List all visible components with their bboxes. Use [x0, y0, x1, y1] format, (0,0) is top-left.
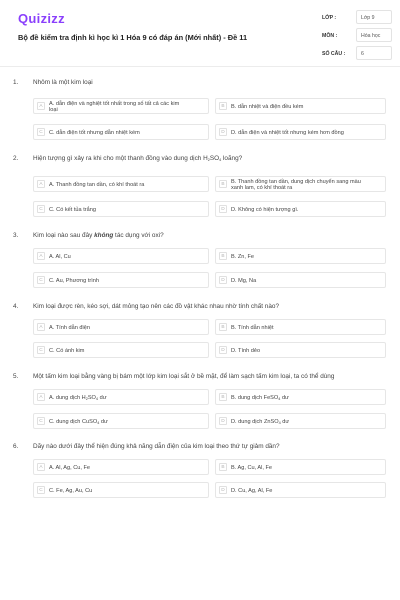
option-letter: A	[37, 323, 45, 331]
option-text: A. dung dịch $H_2SO_4$ dư	[49, 394, 107, 401]
option-letter: C	[37, 417, 45, 425]
option-letter: B	[219, 252, 227, 260]
option-letter: C	[37, 346, 45, 354]
question-number: 5.	[13, 373, 19, 380]
option-letter: B	[219, 323, 227, 331]
option-letter: A	[37, 393, 45, 401]
question-text: Kim loại được rèn, kéo sợi, dát mỏng tạo nên các đồ vật khác nhau nhờ tính chất nào?	[33, 303, 279, 310]
question-text: Dãy nào dưới đây thể hiện đúng khả năng dẫn điện của kim loại theo thứ tự giảm dần?	[33, 443, 280, 450]
question-number: 2.	[13, 155, 19, 162]
option-5d[interactable]	[215, 413, 386, 429]
option-text: B. dẫn nhiệt và điện đều kém	[231, 103, 304, 110]
question-text: Hiện tượng gì xảy ra khi cho một thanh đồng vào dung dịch $H_2SO_4$ loãng?	[33, 155, 243, 162]
meta-value: Lớp 9	[356, 10, 392, 24]
option-4d[interactable]	[215, 342, 386, 358]
option-text: C. dẫn điện tốt nhưng dẫn nhiệt kém	[49, 129, 140, 136]
question-number: 6.	[13, 443, 19, 450]
option-text: A. dẫn điện và nghiệt tốt nhất trong số tất cả các kim loại	[49, 100, 180, 114]
question-number: 3.	[13, 232, 19, 239]
option-3c[interactable]	[33, 272, 209, 288]
option-text: D. Cu, Ag, Al, Fe	[231, 487, 273, 494]
option-letter: C	[37, 486, 45, 494]
option-2b[interactable]	[215, 176, 386, 192]
option-5a[interactable]	[33, 389, 209, 405]
option-letter: A	[37, 102, 45, 110]
option-letter: B	[219, 393, 227, 401]
option-4a[interactable]	[33, 319, 209, 335]
option-letter: D	[219, 276, 227, 284]
question-number: 1.	[13, 79, 19, 86]
option-2a[interactable]	[33, 176, 209, 192]
option-letter: A	[37, 180, 45, 188]
question-text: Một tấm kim loại bằng vàng bị bám một lớp kim loại sắt ở bề mặt, để làm sạch tấm kim loại, ta có thể dùng	[33, 373, 335, 380]
option-6c[interactable]	[33, 482, 209, 498]
option-text: D. Tính dẻo	[231, 347, 261, 354]
option-letter: C	[37, 128, 45, 136]
option-1d[interactable]	[215, 124, 386, 140]
option-text: A. Tính dẫn điện	[49, 324, 90, 331]
option-text: D. Mg, Na	[231, 277, 257, 284]
option-letter: B	[219, 102, 227, 110]
question-text: Kim loại nào sau đây không tác dụng với oxi?	[33, 232, 164, 239]
meta-row-subject	[322, 28, 392, 46]
meta-value: Hóa học	[356, 28, 392, 42]
option-6d[interactable]	[215, 482, 386, 498]
document-title: Bộ đề kiểm tra định kì học kì 1 Hóa 9 có đáp án (Mới nhất) - Đề 11	[18, 33, 248, 42]
option-letter: D	[219, 486, 227, 494]
meta-key: SỐ CÂU :	[322, 51, 346, 57]
option-text: D. dung dịch ZnSO$_4$ dư	[231, 418, 290, 425]
option-letter: D	[219, 346, 227, 354]
option-2d[interactable]	[215, 201, 386, 217]
meta-value: 6	[356, 46, 392, 60]
meta-row-count	[322, 46, 392, 64]
option-text: B. Zn, Fe	[231, 253, 255, 260]
option-text: B. dung dịch FeSO$_4$ dư	[231, 394, 289, 401]
option-text: B. Thanh đồng tan dần, dung dịch chuyển sang màu xanh lam, có khí thoát ra	[231, 178, 361, 192]
emphasis-text: không	[94, 232, 114, 239]
meta-key: MÔN :	[322, 33, 338, 39]
option-text: C. Có kết tủa trắng	[49, 206, 96, 213]
meta-row-class	[322, 10, 392, 28]
meta-panel	[322, 10, 392, 64]
option-3a[interactable]	[33, 248, 209, 264]
option-text: C. Có ánh kim	[49, 347, 85, 354]
option-letter: C	[37, 205, 45, 213]
option-text: A. Al, Cu	[49, 253, 71, 260]
option-text: C. dung dịch CuSO$_4$ dư	[49, 418, 108, 425]
option-letter: B	[219, 180, 227, 188]
option-1a[interactable]	[33, 98, 209, 114]
option-text: C. Au, Phương trình	[49, 277, 100, 284]
option-letter: A	[37, 252, 45, 260]
option-text: C. Fe, Ag, Au, Cu	[49, 487, 93, 494]
option-text: D. Không có hiện tượng gì.	[231, 206, 299, 213]
option-letter: A	[37, 463, 45, 471]
option-text: A. Thanh đồng tan dần, có khí thoát ra	[49, 181, 145, 188]
option-letter: B	[219, 463, 227, 471]
option-letter: C	[37, 276, 45, 284]
option-4b[interactable]	[215, 319, 386, 335]
option-text: B. Tính dẫn nhiệt	[231, 324, 274, 331]
option-1c[interactable]	[33, 124, 209, 140]
option-3b[interactable]	[215, 248, 386, 264]
option-4c[interactable]	[33, 342, 209, 358]
brand-logo: Quizizz	[18, 11, 65, 26]
option-1b[interactable]	[215, 98, 386, 114]
option-letter: D	[219, 205, 227, 213]
option-letter: D	[219, 417, 227, 425]
option-3d[interactable]	[215, 272, 386, 288]
header-divider	[0, 66, 400, 67]
page-header	[0, 0, 400, 62]
meta-key: LỚP :	[322, 15, 337, 21]
option-text: B. Ag, Cu, Al, Fe	[231, 464, 273, 471]
option-6a[interactable]	[33, 459, 209, 475]
option-2c[interactable]	[33, 201, 209, 217]
option-5c[interactable]	[33, 413, 209, 429]
question-number: 4.	[13, 303, 19, 310]
option-6b[interactable]	[215, 459, 386, 475]
option-text: A. Al, Ag, Cu, Fe	[49, 464, 91, 471]
option-text: D. dẫn điện và nhiệt tốt nhưng kém hơn đồng	[231, 129, 344, 136]
option-letter: D	[219, 128, 227, 136]
option-5b[interactable]	[215, 389, 386, 405]
question-text: Nhôm là một kim loại	[33, 79, 93, 86]
